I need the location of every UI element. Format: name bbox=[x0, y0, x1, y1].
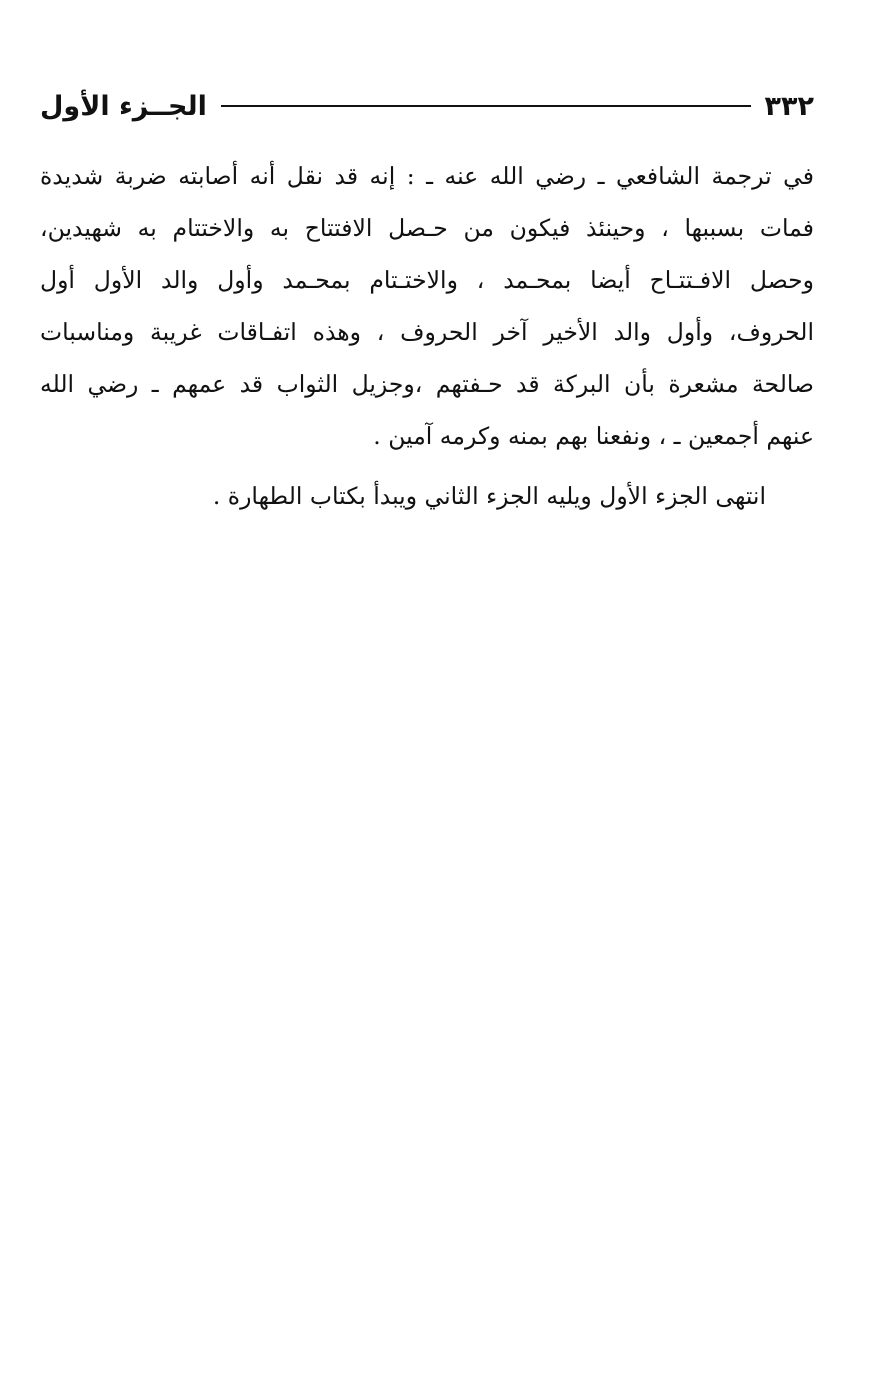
header-rule bbox=[221, 105, 751, 107]
body-paragraph bbox=[40, 150, 814, 462]
running-title: الجــزء الأول bbox=[40, 90, 207, 122]
text-line: وحصل الافـتتـاح أيضا بمحـمد ، والاختـتام بمحـمد وأول والد الأول أول bbox=[40, 266, 814, 294]
text-line: في ترجمة الشافعي ـ رضي الله عنه ـ : إنه قد نقل أنه أصابته ضربة شديدة bbox=[40, 162, 814, 190]
text-line: عنهم أجمعين ـ ، ونفعنا بهم بمنه وكرمه آمين . bbox=[373, 422, 814, 450]
end-note: انتهى الجزء الأول ويليه الجزء الثاني ويبدأ بكتاب الطهارة . bbox=[212, 482, 766, 510]
text-line: صالحة مشعرة بأن البركة قد حـفتهم ،وجزيل الثواب قد عمهم ـ رضي الله bbox=[40, 370, 814, 398]
page-number: ٣٣٢ bbox=[764, 90, 814, 122]
text-line: فمات بسببها ، وحينئذ فيكون من حـصل الافتتاح به والاختتام به شهيدين، bbox=[40, 214, 814, 242]
text-line: الحروف، وأول والد الأخير آخر الحروف ، وهذه اتفـاقات غريبة ومناسبات bbox=[40, 318, 814, 346]
page-header bbox=[40, 84, 814, 128]
